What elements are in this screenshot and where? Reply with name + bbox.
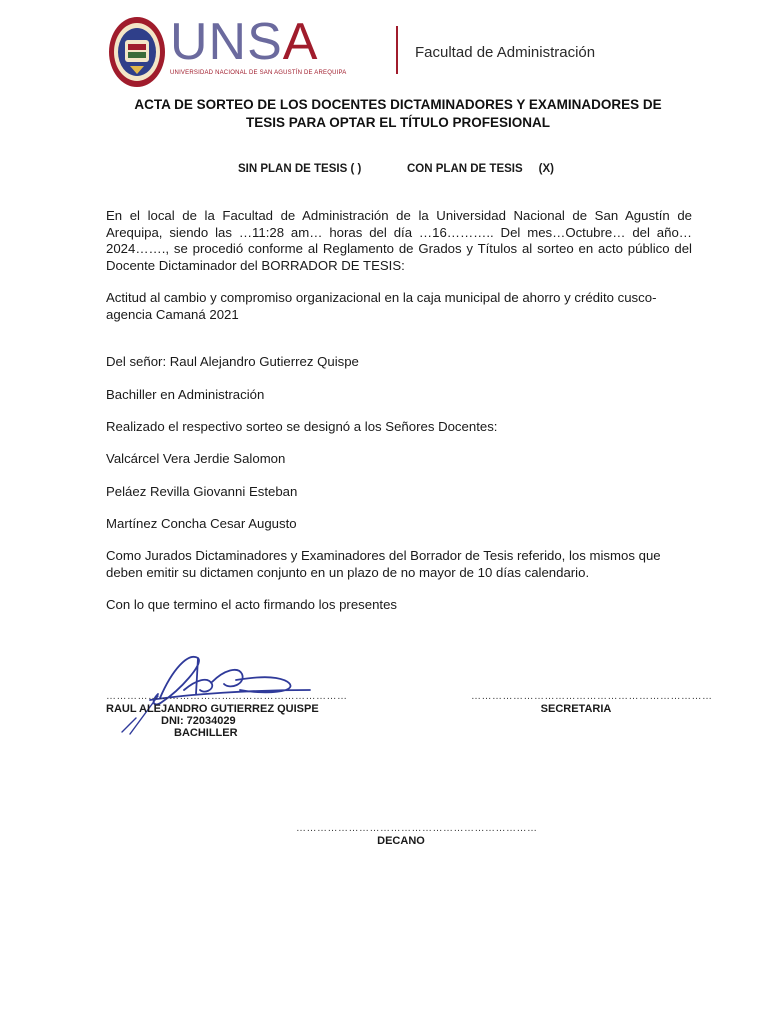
con-plan-mark: (X) bbox=[538, 163, 554, 175]
decano-signature-block bbox=[296, 823, 538, 847]
con-plan-option: CON PLAN DE TESIS (X) bbox=[407, 163, 554, 175]
document-header bbox=[0, 0, 768, 100]
jurados-paragraph: Como Jurados Dictaminadores y Examinadores del Borrador de Tesis referido, los mismos que deben emitir su dictamen conjunto en un plazo de no mayor de 10 días calendario. bbox=[106, 548, 661, 580]
signature-line: …………………………………………………………… bbox=[296, 823, 538, 834]
logo-subtitle: UNIVERSIDAD NACIONAL DE SAN AGUSTÍN DE AREQUIPA bbox=[170, 70, 347, 76]
student-signature-block bbox=[106, 691, 346, 739]
sorteo-line: Realizado el respectivo sorteo se designó a los Señores Docentes: bbox=[106, 419, 498, 434]
thesis-title: Actitud al cambio y compromiso organizacional en la caja municipal de ahorro y crédito cusco-agencia Camaná 2021 bbox=[106, 290, 657, 322]
student-dni: DNI: 72034029 bbox=[161, 715, 236, 727]
decano-label: DECANO bbox=[377, 835, 425, 847]
docente-item: Peláez Revilla Giovanni Esteban bbox=[106, 484, 298, 499]
student-role: BACHILLER bbox=[174, 727, 238, 739]
university-seal-icon bbox=[108, 16, 166, 88]
docente-item: Valcárcel Vera Jerdie Salomon bbox=[106, 451, 286, 466]
student-name: RAUL ALEJANDRO GUTIERREZ QUISPE bbox=[106, 703, 319, 715]
unsa-logo-text: UNSA bbox=[170, 13, 319, 71]
header-divider bbox=[396, 26, 398, 74]
docente-item: Martínez Concha Cesar Augusto bbox=[106, 516, 297, 531]
title-line-1: ACTA DE SORTEO DE LOS DOCENTES DICTAMINADORES Y EXAMINADORES DE bbox=[134, 97, 662, 112]
secretaria-label: SECRETARIA bbox=[540, 703, 612, 715]
senor-line: Del señor: Raul Alejandro Gutierrez Quispe bbox=[106, 354, 359, 369]
bachiller-line: Bachiller en Administración bbox=[106, 387, 265, 402]
closing-line: Con lo que termino el acto firmando los presentes bbox=[106, 597, 398, 612]
faculty-name: Facultad de Administración bbox=[415, 44, 596, 61]
intro-paragraph: En el local de la Facultad de Administración de la Universidad Nacional de San Agustín de Arequipa, siendo las …11:28 am… horas del día …16……….. Del mes…Octubre… del año…2024……., se procedió conforme al Reglamento de Grados y Títulos al sorteo en acto público del Docente Dictaminador del BORRADOR DE TESIS: bbox=[106, 208, 692, 273]
sin-plan-option: SIN PLAN DE TESIS ( ) bbox=[238, 163, 362, 175]
title-line-2: TESIS PARA OPTAR EL TÍTULO PROFESIONAL bbox=[245, 115, 550, 130]
secretaria-signature-block bbox=[471, 691, 713, 715]
signature-line: …………………………………………………………… bbox=[471, 691, 713, 702]
signature-line: …………………………………………………………… bbox=[106, 691, 348, 702]
document-title bbox=[90, 96, 706, 132]
